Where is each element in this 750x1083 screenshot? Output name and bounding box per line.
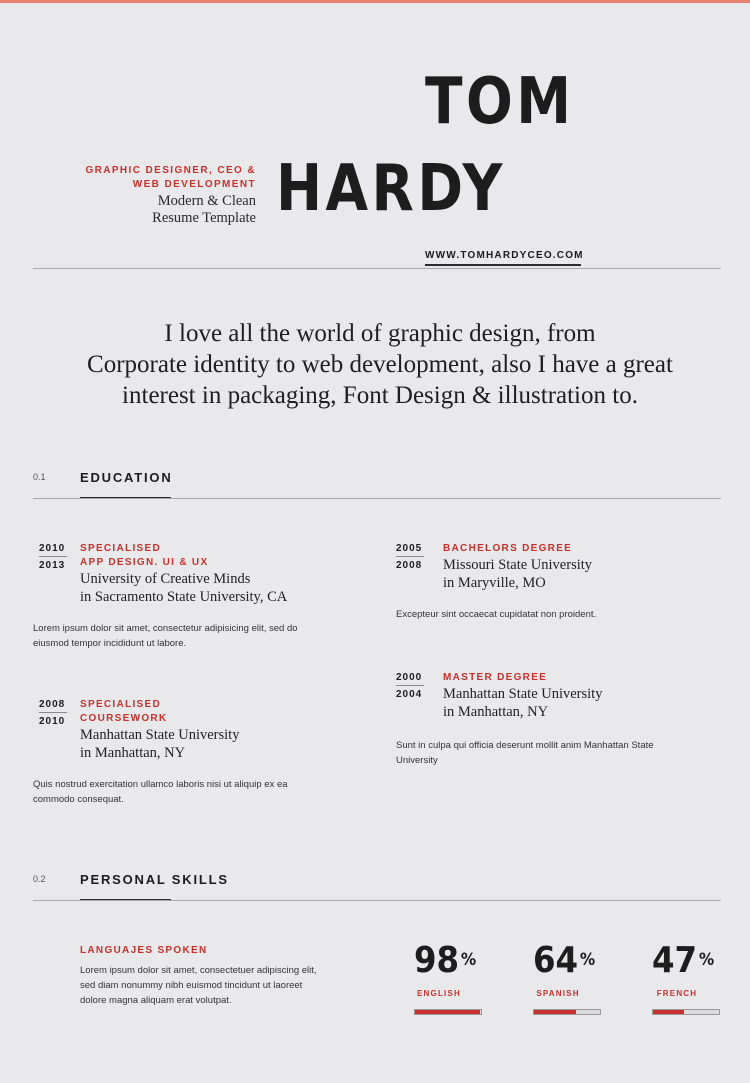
- description-line-2: sed diam nonummy nibh euismod tincidunt ut laoreet: [80, 980, 303, 991]
- education-entry-details: [80, 542, 287, 606]
- year-end: 2013: [39, 560, 66, 571]
- education-entry: [39, 543, 67, 571]
- description-line-1: Sunt in culpa qui officia deserunt mollit anim Manhattan State: [396, 740, 654, 751]
- job-role-line-1: GRAPHIC DESIGNER, CEO &: [85, 165, 256, 176]
- institution-line-1: University of Creative Minds: [80, 571, 251, 587]
- quote-line-3: interest in packaging, Font Design & illustration to.: [122, 382, 638, 409]
- skill-percentage: [652, 940, 715, 981]
- percent-sign: %: [698, 950, 715, 970]
- language-skill-english: [414, 940, 483, 998]
- language-skill-french: [652, 940, 721, 998]
- language-name: ENGLISH: [417, 989, 461, 998]
- education-entry-details: [443, 542, 592, 592]
- degree-title-line-2: APP DESIGN. UI & UX: [80, 557, 209, 568]
- skills-section-title: PERSONAL SKILLS: [80, 872, 229, 887]
- education-entry: [396, 672, 424, 700]
- education-description: [396, 738, 654, 768]
- description-line-3: dolore magna aliquam erat volutpat.: [80, 995, 232, 1006]
- degree-title-line-1: BACHELORS DEGREE: [443, 543, 573, 554]
- skill-bar: [652, 1009, 720, 1015]
- education-section-number: 0.1: [33, 472, 46, 482]
- year-separator: [396, 556, 424, 557]
- percentage-value: 98: [414, 940, 460, 981]
- description-line-2: commodo consequat.: [33, 794, 124, 805]
- languages-description: [80, 963, 380, 1008]
- institution-line-2: in Manhattan, NY: [80, 745, 186, 761]
- skill-bar-fill: [653, 1010, 684, 1014]
- year-end: 2004: [396, 689, 423, 700]
- degree-title-line-1: SPECIALISED: [80, 543, 161, 554]
- subtitle-line-2: Resume Template: [152, 210, 256, 226]
- percentage-value: 47: [652, 940, 698, 981]
- quote-line-2: Corporate identity to web development, also I have a great: [87, 351, 673, 378]
- education-entry: [39, 699, 67, 727]
- degree-title-line-1: SPECIALISED: [80, 699, 161, 710]
- year-separator: [39, 712, 67, 713]
- degree-title-line-1: MASTER DEGREE: [443, 672, 548, 683]
- percent-sign: %: [460, 950, 477, 970]
- skills-section-number: 0.2: [33, 874, 46, 884]
- header-divider: [33, 268, 721, 269]
- year-start: 2005: [396, 543, 423, 554]
- skill-bar: [414, 1009, 482, 1015]
- year-end: 2008: [396, 560, 423, 571]
- education-section-title: EDUCATION: [80, 470, 173, 485]
- institution-line-1: Manhattan State University: [80, 727, 240, 743]
- year-start: 2010: [39, 543, 66, 554]
- degree-title-line-2: COURSEWORK: [80, 713, 168, 724]
- year-separator: [39, 556, 67, 557]
- description-line-2: eiusmod tempor incididunt ut labore.: [33, 638, 187, 649]
- last-name: HARDY: [276, 152, 506, 226]
- education-entry-details: [80, 698, 239, 762]
- language-name: SPANISH: [536, 989, 580, 998]
- quote-line-1: I love all the world of graphic design, from: [164, 320, 596, 347]
- education-description: [33, 777, 288, 807]
- languages-title: LANGUAJES SPOKEN: [80, 945, 208, 956]
- job-role-line-2: WEB DEVELOPMENT: [132, 179, 256, 190]
- percentage-value: 64: [533, 940, 579, 981]
- skill-percentage: [414, 940, 477, 981]
- subtitle-line-1: Modern & Clean: [157, 193, 256, 209]
- year-start: 2008: [39, 699, 66, 710]
- skill-percentage: [533, 940, 596, 981]
- education-description: [33, 621, 298, 651]
- intro-quote: [40, 318, 720, 411]
- percent-sign: %: [579, 950, 596, 970]
- job-role: [40, 164, 256, 192]
- year-start: 2000: [396, 672, 423, 683]
- website-underline: [425, 264, 581, 266]
- language-name: FRENCH: [656, 989, 698, 998]
- education-entry-details: [443, 671, 602, 721]
- template-subtitle: [40, 193, 256, 227]
- description-line-1: Lorem ipsum dolor sit amet, consectetuer adipiscing elit,: [80, 965, 317, 976]
- skill-bar: [533, 1009, 601, 1015]
- education-description: [396, 607, 596, 622]
- institution-line-2: in Sacramento State University, CA: [80, 589, 288, 605]
- institution-line-1: Missouri State University: [443, 557, 593, 573]
- website-link[interactable]: WWW.TOMHARDYCEO.COM: [425, 250, 584, 261]
- first-name: TOM: [425, 65, 575, 139]
- institution-line-1: Manhattan State University: [443, 686, 603, 702]
- institution-line-2: in Manhattan, NY: [443, 704, 549, 720]
- skill-bar-fill: [534, 1010, 576, 1014]
- description-line-1: Excepteur sint occaecat cupidatat non proident.: [396, 609, 597, 620]
- year-separator: [396, 685, 424, 686]
- description-line-1: Lorem ipsum dolor sit amet, consectetur adipisicing elit, sed do: [33, 623, 298, 634]
- description-line-1: Quis nostrud exercitation ullamco laboris nisi ut aliquip ex ea: [33, 779, 288, 790]
- skill-bar-fill: [415, 1010, 480, 1014]
- education-entry: [396, 543, 424, 571]
- year-end: 2010: [39, 716, 66, 727]
- skills-divider: [33, 900, 721, 901]
- language-skill-spanish: [533, 940, 602, 998]
- education-divider: [33, 498, 721, 499]
- top-accent-bar: [0, 0, 750, 3]
- institution-line-2: in Maryville, MO: [443, 575, 546, 591]
- description-line-2: University: [396, 755, 438, 766]
